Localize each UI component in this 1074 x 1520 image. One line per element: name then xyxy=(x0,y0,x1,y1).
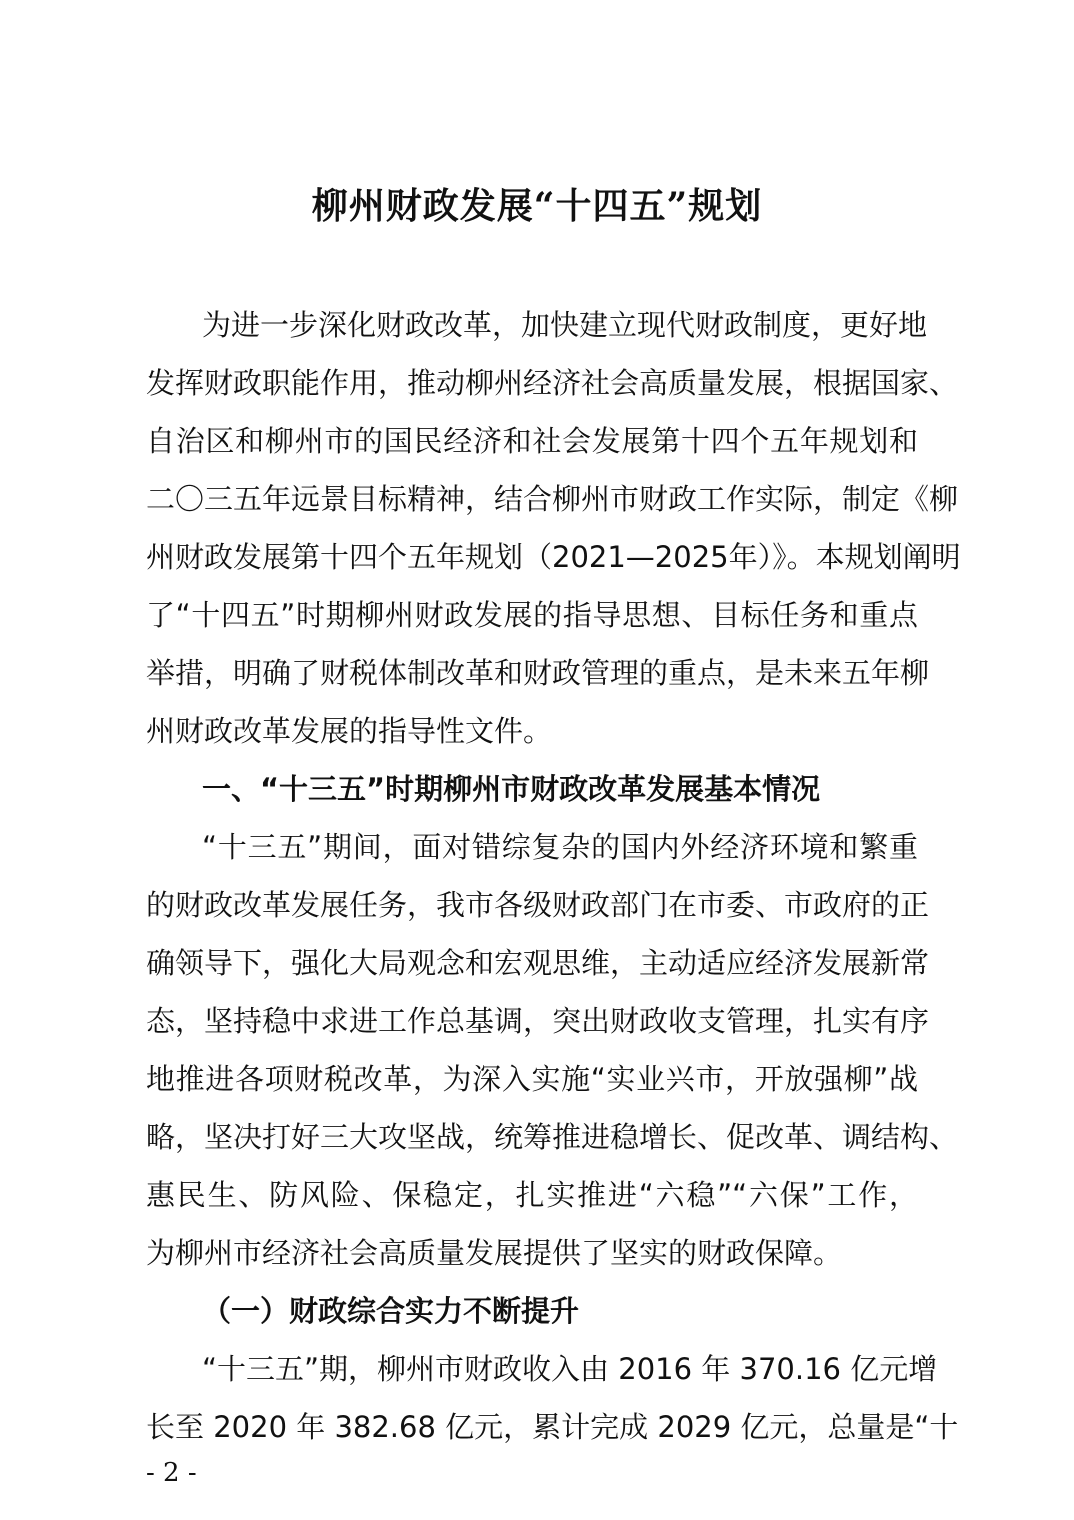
intro-line: 举措，明确了财税体制改革和财政管理的重点，是未来五年柳 xyxy=(146,656,930,690)
section-line: 的财政改革发展任务，我市各级财政部门在市委、市政府的正 xyxy=(146,888,930,922)
section-line: 态，坚持稳中求进工作总基调，突出财政收支管理，扎实有序 xyxy=(146,1004,930,1038)
section-line: 略，坚决打好三大攻坚战，统筹推进稳增长、促改革、调结构、 xyxy=(146,1120,959,1154)
intro-line: 发挥财政职能作用，推动柳州经济社会高质量发展，根据国家、 xyxy=(146,366,959,400)
intro-line: 自治区和柳州市的国民经济和社会发展第十四个五年规划和 xyxy=(146,424,918,458)
intro-line: 了“十四五”时期柳州财政发展的指导思想、目标任务和重点 xyxy=(146,598,918,632)
section-line: “十三五”期间，面对错综复杂的国内外经济环境和繁重 xyxy=(202,830,918,864)
intro-line: 州财政改革发展的指导性文件。 xyxy=(146,714,553,748)
document-title: 柳州财政发展“十四五”规划 xyxy=(311,185,763,227)
intro-line: 为进一步深化财政改革，加快建立现代财政制度，更好地 xyxy=(202,308,928,342)
section-line: 确领导下，强化大局观念和宏观思维，主动适应经济发展新常 xyxy=(146,946,930,980)
subsection-line: “十三五”期，柳州市财政收入由 2016 年 370.16 亿元增 xyxy=(202,1352,938,1386)
page-number: - 2 - xyxy=(146,1458,197,1488)
intro-line: 二〇三五年远景目标精神，结合柳州市财政工作实际，制定《柳 xyxy=(146,482,959,516)
section-heading: 一、“十三五”时期柳州市财政改革发展基本情况 xyxy=(202,772,821,806)
intro-line: 州财政发展第十四个五年规划（2021—2025年）》。本规划阐明 xyxy=(146,540,961,574)
section-line: 惠民生、防风险、保稳定，扎实推进“六稳”“六保”工作， xyxy=(146,1178,918,1212)
section-line: 为柳州市经济社会高质量发展提供了坚实的财政保障。 xyxy=(146,1236,843,1270)
subsection-line: 长至 2020 年 382.68 亿元，累计完成 2029 亿元，总量是“十 xyxy=(146,1410,959,1444)
section-line: 地推进各项财税改革，为深入实施“实业兴市，开放强柳”战 xyxy=(146,1062,918,1096)
subsection-heading: （一）财政综合实力不断提升 xyxy=(202,1294,580,1328)
